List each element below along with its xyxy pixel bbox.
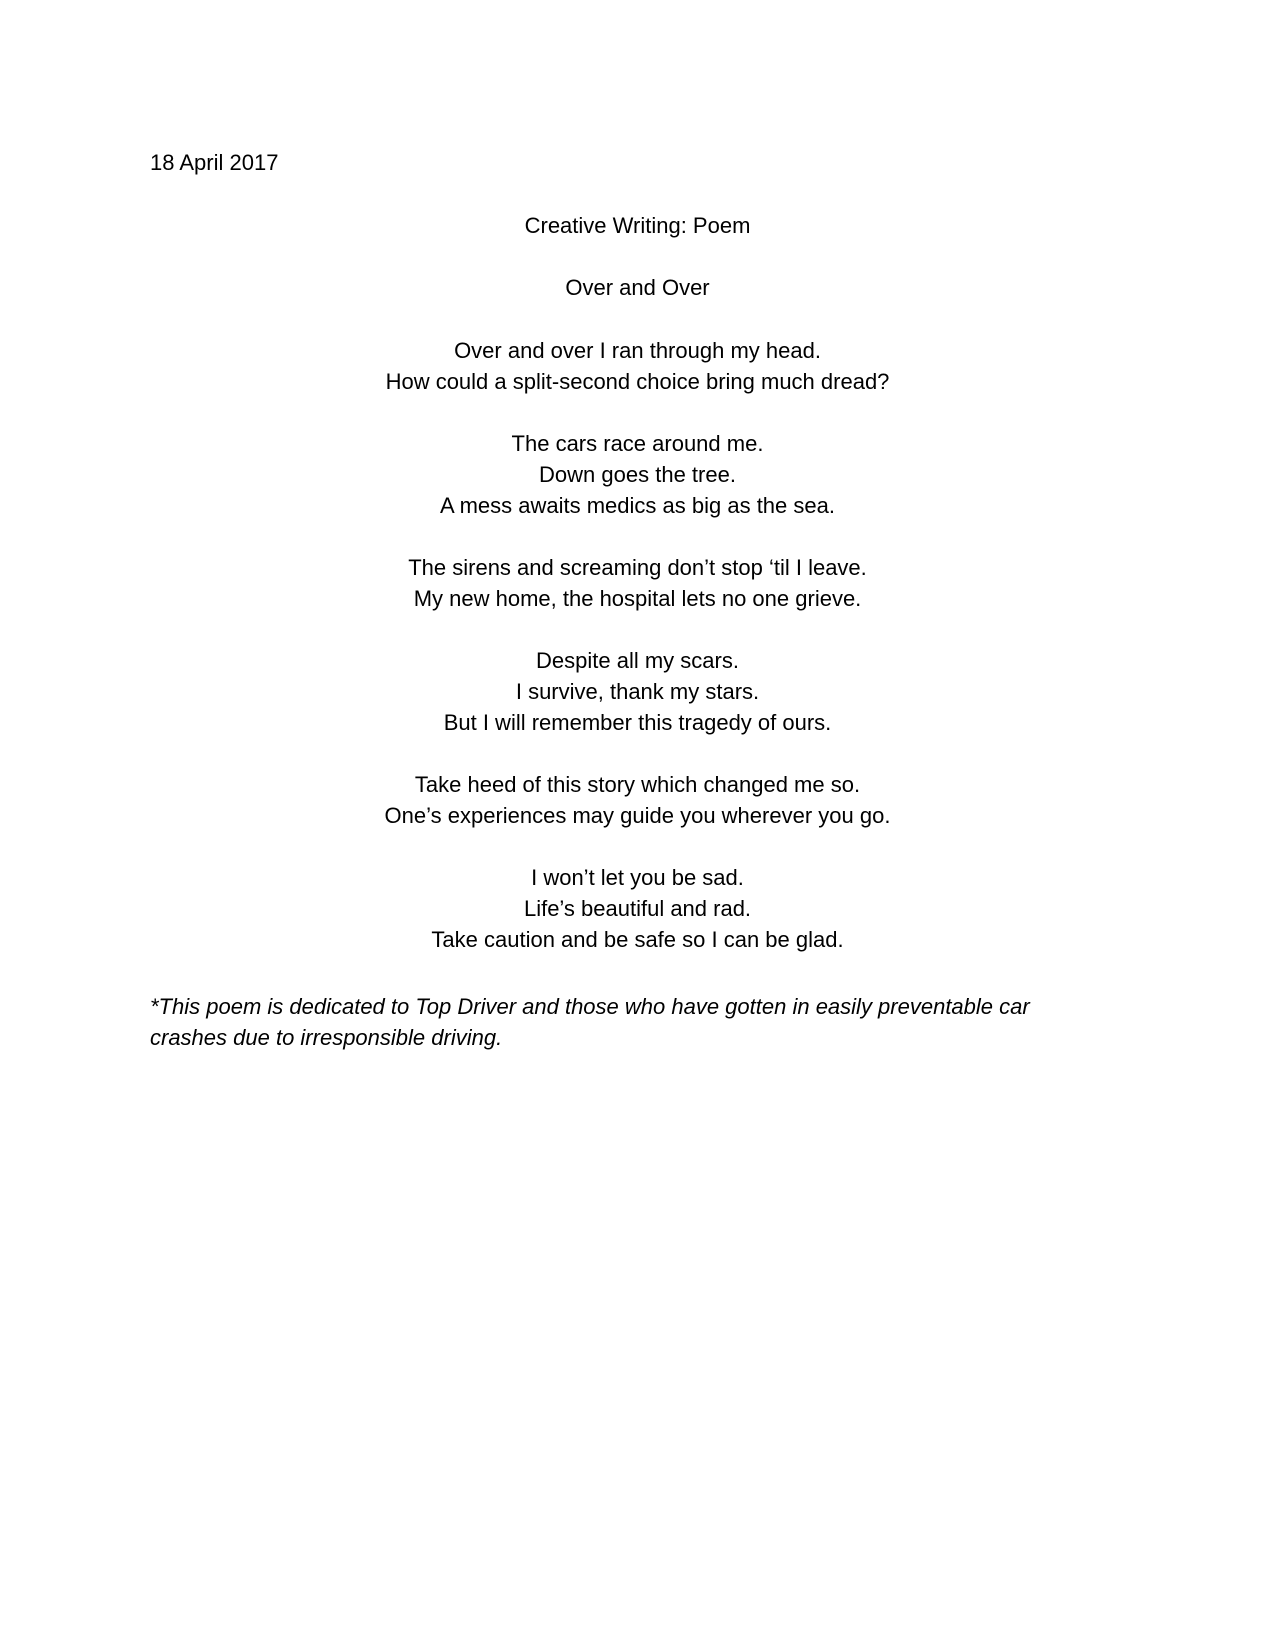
poem-stanza (0, 552, 1275, 614)
poem-line: Over and over I ran through my head. (454, 338, 821, 363)
poem-stanza (0, 769, 1275, 831)
document-date: 18 April 2017 (150, 150, 279, 175)
poem-line: Take caution and be safe so I can be glad. (431, 927, 844, 952)
poem-line: My new home, the hospital lets no one grieve. (413, 586, 862, 611)
poem-line: Down goes the tree. (539, 462, 736, 487)
poem-stanza (0, 862, 1275, 955)
poem-line: One’s experiences may guide you wherever you go. (384, 803, 891, 828)
poem-stanza (0, 645, 1275, 738)
document-heading: Creative Writing: Poem (524, 213, 751, 238)
poem-line: A mess awaits medics as big as the sea. (440, 493, 835, 518)
poem-line: Life’s beautiful and rad. (523, 896, 752, 921)
poem-line: The sirens and screaming don’t stop ‘til I leave. (408, 555, 867, 580)
poem-line: How could a split-second choice bring much dread? (385, 369, 890, 394)
dedication-note: *This poem is dedicated to Top Driver and those who have gotten in easily preventable car crashes due to irresponsible driving. (150, 994, 1030, 1050)
poem-stanza (0, 428, 1275, 521)
poem-title: Over and Over (565, 275, 710, 300)
poem-line: Take heed of this story which changed me so. (414, 772, 861, 797)
poem-line: Despite all my scars. (536, 648, 739, 673)
poem-body (0, 335, 1275, 986)
poem-line: I won’t let you be sad. (531, 865, 744, 890)
poem-line: I survive, thank my stars. (515, 679, 760, 704)
poem-line: But I will remember this tragedy of ours. (443, 710, 832, 735)
poem-line: The cars race around me. (511, 431, 764, 456)
poem-stanza (0, 335, 1275, 397)
